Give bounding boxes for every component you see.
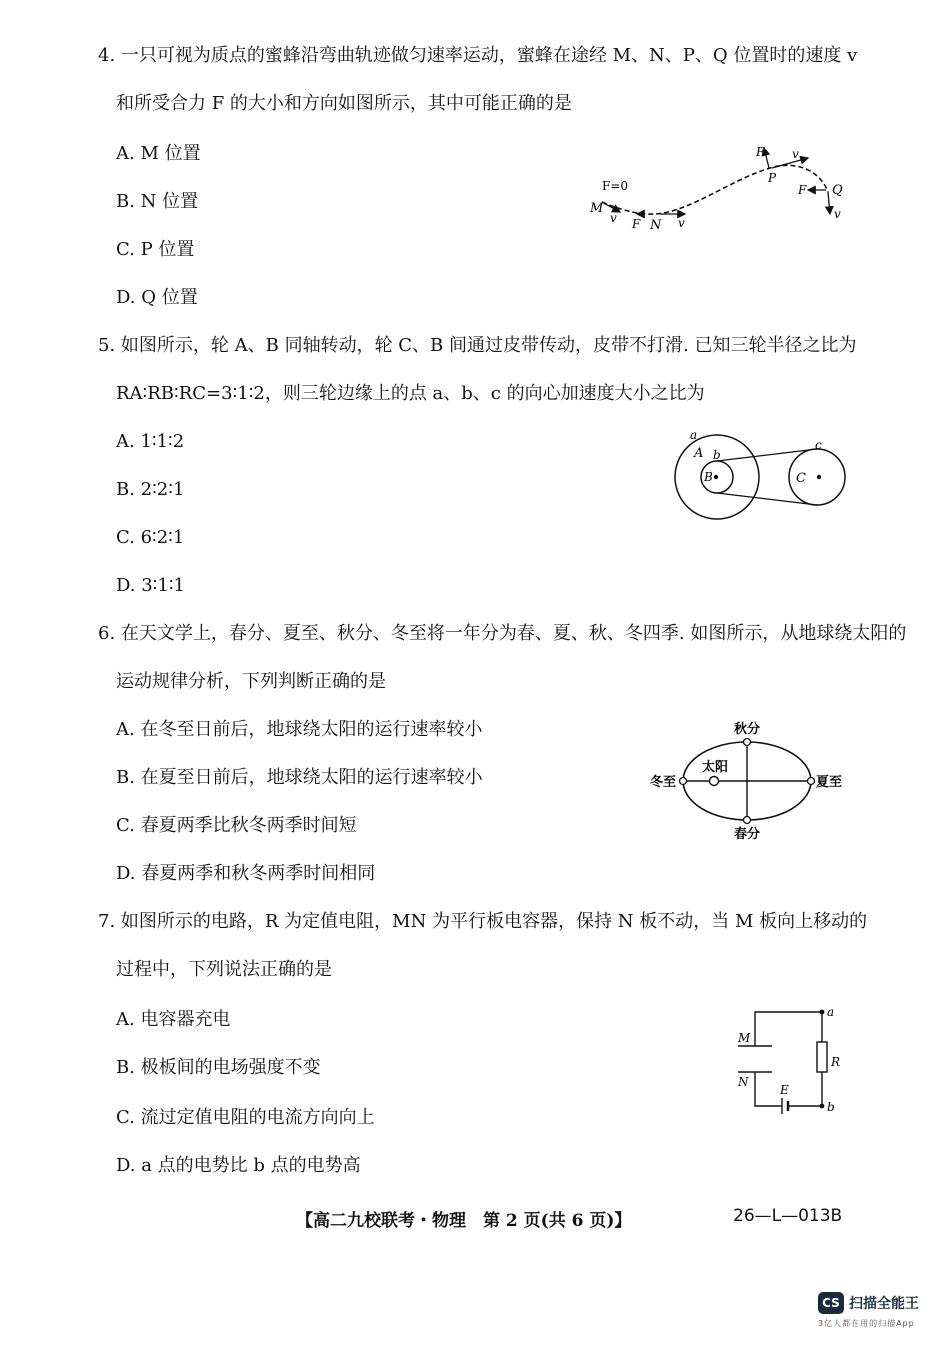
q6-stem-line2: 运动规律分析，下列判断正确的是 [116, 671, 386, 692]
q6-winter-point [680, 778, 687, 785]
q6-stem-line1: 6. 在天文学上，春分、夏至、秋分、冬至将一年分为春、夏、秋、冬四季. 如图所示，从地球绕太阳的 [98, 623, 907, 644]
q4-label-Q: Q [832, 183, 843, 198]
q6-option-a: A. 在冬至日前后，地球绕太阳的运行速率较小 [116, 719, 483, 740]
q7-stem-line2: 过程中，下列说法正确的是 [116, 959, 332, 980]
q5-option-d: D. 3∶1∶1 [116, 575, 185, 596]
q4-label-F-Q: F [798, 183, 807, 197]
camscanner-logo-icon: CS [818, 1292, 844, 1314]
q7-terminal-a [820, 1010, 825, 1015]
q6-spring-point [744, 817, 751, 824]
q4-label-F0: F=0 [602, 179, 629, 193]
scanner-app-name: 扫描全能王 [849, 1296, 919, 1312]
q6-orbit-figure [648, 716, 848, 846]
q7-wire-top [755, 1012, 822, 1042]
q6-summer-point [808, 778, 815, 785]
q7-terminal-b [820, 1104, 825, 1109]
q4-trajectory-figure [580, 140, 850, 240]
q4-stem-line2: 和所受合力 F 的大小和方向如图所示，其中可能正确的是 [116, 93, 572, 114]
q6-sun [710, 777, 719, 786]
q6-label-spring: 春分 [734, 827, 761, 842]
q4-label-v-P: v [792, 147, 799, 161]
q4-option-c: C. P 位置 [116, 239, 195, 260]
q7-label-N: N [738, 1075, 749, 1089]
q5-belt-bottom [717, 493, 817, 505]
q5-label-c: c [815, 438, 822, 452]
footer-page-title: 【高二九校联考・物理 第 2 页(共 6 页)】 [296, 1211, 632, 1231]
q7-label-M: M [738, 1031, 751, 1045]
q7-stem-line1: 7. 如图所示的电路，R 为定值电阻，MN 为平行板电容器，保持 N 板不动，当 M 板向上移动的 [98, 911, 868, 932]
q7-label-R: R [831, 1055, 841, 1069]
q7-option-c: C. 流过定值电阻的电流方向向上 [116, 1107, 375, 1128]
q5-axle-C [817, 475, 821, 479]
q5-label-b: b [713, 448, 721, 462]
q7-wire-bottom-right [788, 1072, 822, 1106]
q7-label-b: b [827, 1100, 835, 1114]
q4-label-P: P [768, 171, 777, 185]
q4-label-N: N [650, 218, 662, 233]
q7-option-b: B. 极板间的电场强度不变 [116, 1057, 321, 1078]
q4-label-F-N: F [632, 217, 641, 231]
q7-circuit-figure [730, 1000, 850, 1120]
q5-label-a: a [690, 428, 698, 442]
q6-label-summer: 夏至 [816, 775, 843, 790]
q6-label-sun: 太阳 [702, 760, 729, 775]
q5-option-a: A. 1∶1∶2 [116, 431, 185, 452]
q4-stem-line1: 4. 一只可视为质点的蜜蜂沿弯曲轨迹做匀速率运动，蜜蜂在途经 M、N、P、Q 位置时的速度 v [98, 45, 858, 66]
q6-autumn-point [744, 739, 751, 746]
q6-option-b: B. 在夏至日前后，地球绕太阳的运行速率较小 [116, 767, 483, 788]
q7-option-a: A. 电容器充电 [116, 1009, 231, 1030]
q4-label-v-M: v [610, 211, 617, 225]
q6-label-winter: 冬至 [650, 775, 677, 790]
q5-axle-B [714, 475, 718, 479]
q5-label-C: C [796, 471, 806, 486]
q4-option-a: A. M 位置 [116, 143, 201, 164]
q7-label-a: a [827, 1005, 835, 1019]
q5-stem-line1: 5. 如图所示，轮 A、B 同轴转动，轮 C、B 间通过皮带传动，皮带不打滑. 已知三轮半径之比为 [98, 335, 857, 356]
q4-label-F-P: F [756, 145, 765, 159]
q7-option-d: D. a 点的电势比 b 点的电势高 [116, 1155, 361, 1176]
q4-label-M: M [590, 201, 604, 216]
q4-Q-velocity-arrow [828, 192, 830, 214]
q4-P-force-arrow [764, 148, 769, 168]
q5-option-c: C. 6∶2∶1 [116, 527, 185, 548]
q5-option-b: B. 2∶2∶1 [116, 479, 185, 500]
q6-option-d: D. 春夏两季和秋冬两季时间相同 [116, 863, 376, 884]
q4-label-v-N: v [678, 216, 685, 230]
q7-resistor-R [817, 1042, 827, 1072]
q5-wheels-figure [670, 428, 855, 528]
q6-label-autumn: 秋分 [734, 722, 761, 737]
scanner-app-slogan: 3亿人都在用的扫描App [818, 1319, 915, 1328]
q5-belt-top [717, 449, 817, 461]
q4-trajectory-curve [602, 165, 828, 214]
q4-label-v-Q: v [834, 207, 841, 221]
q7-label-E: E [780, 1083, 789, 1097]
footer-exam-code: 26—L—013B [733, 1206, 843, 1226]
scanner-watermark [818, 1290, 938, 1334]
q7-wire-bottom-left [755, 1072, 782, 1106]
q4-option-d: D. Q 位置 [116, 287, 198, 308]
q5-label-B: B [704, 470, 713, 484]
q4-option-b: B. N 位置 [116, 191, 199, 212]
q5-stem-line2: RA∶RB∶RC=3∶1∶2，则三轮边缘上的点 a、b、c 的向心加速度大小之比为 [116, 383, 705, 404]
q5-label-A: A [694, 446, 704, 461]
q6-option-c: C. 春夏两季比秋冬两季时间短 [116, 815, 357, 836]
q4-P-velocity-arrow [772, 158, 808, 168]
